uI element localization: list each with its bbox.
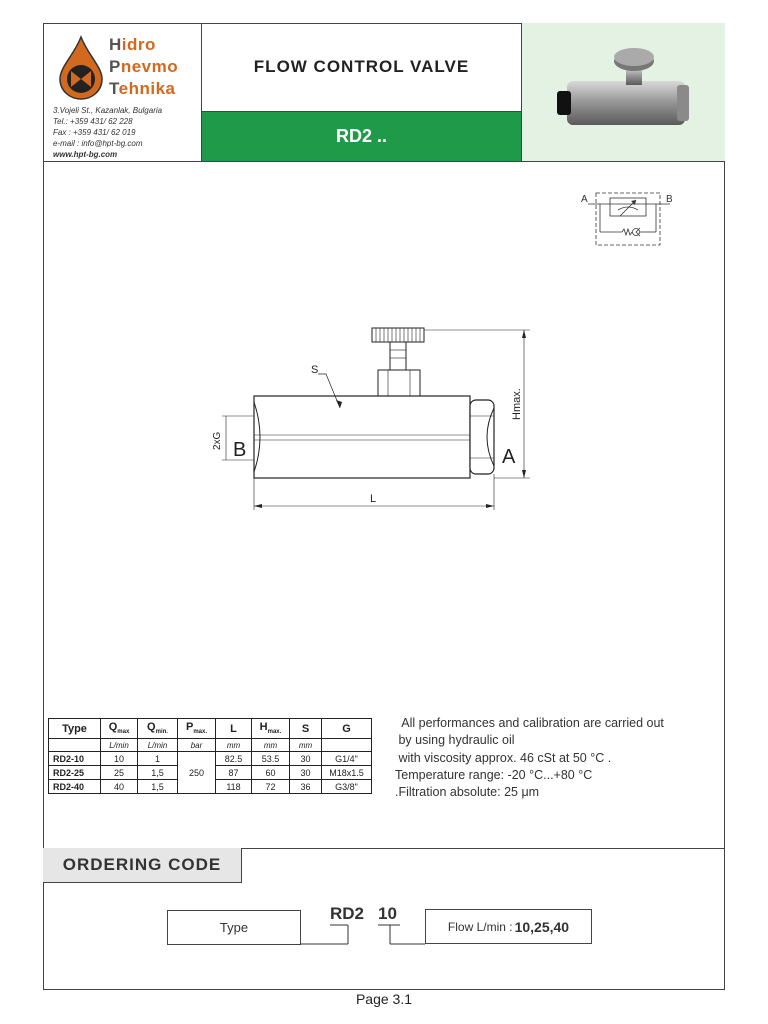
table-row [49,752,372,766]
ordering-connector-lines [300,920,430,950]
symbol-port-b: B [666,194,673,205]
company-logo-icon [58,35,104,101]
drawing-label-s: S [311,364,319,376]
cell-s: 30 [290,752,322,766]
drawing-label-h: Hmax. [511,388,523,420]
unit-cell: mm [290,739,322,752]
flow-values: 10,25,40 [514,918,570,935]
drawing-label-l: L [370,493,377,505]
header-pmax: $P_{max.}$ [178,719,216,739]
cell-s: 36 [290,780,322,794]
cell-h: 72 [252,780,290,794]
cell-l: 87 [216,766,252,780]
cell-s: 30 [290,766,322,780]
cell-qmin: 1 [138,752,178,766]
ordering-type-box: Type [167,910,301,945]
note-line: by using hydraulic oil [395,733,515,748]
note-line: All performances and calibration are carried out [395,716,664,730]
ordering-code-size: 10 [378,904,397,923]
logo-word-2: Pnevmo [109,57,179,76]
unit-cell: L/min [138,739,178,752]
cell-pressure: 250 [178,752,216,794]
cell-type: RD2-25 [49,766,101,780]
cell-qmax: 10 [101,752,138,766]
cell-g: G1/4" [322,752,372,766]
logo-word-1: Hidro [109,35,156,54]
unit-cell [49,739,101,752]
drawing-port-a: A [502,446,516,468]
cell-h: 53.5 [252,752,290,766]
table-header-row [49,719,372,739]
company-email[interactable]: e-mail : info@hpt-bg.com [53,139,143,148]
drawing-port-b: B [233,439,247,461]
unit-cell: mm [252,739,290,752]
note-line: with viscosity approx. 46 cSt at 50 °C . [395,750,612,765]
company-address: 3.Vojeli St., Kazanlak, Bulgaria [53,106,163,115]
unit-cell [322,739,372,752]
header-qmax: $Q_{max}$ [101,719,138,739]
cell-qmin: 1,5 [138,766,178,780]
cell-l: 82.5 [216,752,252,766]
unit-cell: bar [178,739,216,752]
cell-type: RD2-40 [49,780,101,794]
cell-g: G3/8" [322,780,372,794]
note-line: .Filtration absolute: 25 μm [395,785,540,800]
note-line: Temperature range: -20 °C...+80 °C [395,767,593,782]
cell-qmin: 1,5 [138,780,178,794]
header-l: L [216,719,252,739]
header-qmin: $Q_{min.}$ [138,719,178,739]
table-units-row [49,739,372,752]
page-number: Page 3.1 [355,991,413,1007]
cell-qmax: 25 [101,766,138,780]
cell-type: RD2-10 [49,752,101,766]
hydraulic-symbol [578,188,678,248]
ordering-code-base: RD2 [330,904,365,923]
company-block [43,23,202,162]
header-hmax: $H_{max.}$ [252,719,290,739]
specifications-table [48,718,372,794]
unit-cell: mm [216,739,252,752]
logo-word-3: Tehnika [109,79,176,98]
header-g: G [322,719,372,739]
company-website[interactable]: www.hpt-bg.com [53,150,118,159]
symbol-port-a: A [581,194,588,205]
header-type: Type [49,719,101,739]
company-fax: Fax : +359 431/ 62 019 [53,128,136,137]
cell-g: M18x1.5 [322,766,372,780]
product-code-banner: RD2 .. [202,111,522,162]
unit-cell: L/min [101,739,138,752]
ordering-flow-box [425,909,592,944]
cell-l: 118 [216,780,252,794]
performance-notes [395,715,664,801]
cell-h: 60 [252,766,290,780]
document-title: FLOW CONTROL VALVE [202,23,522,111]
company-tel: Tel.: +359 431/ 62 228 [53,117,133,126]
product-photo [522,23,725,162]
flow-label: Flow L/min : [447,919,513,934]
header-s: S [290,719,322,739]
drawing-label-g: 2xG [212,431,223,450]
cell-qmax: 40 [101,780,138,794]
ordering-code-heading: ORDERING CODE [43,848,242,883]
valve-photo-image [522,23,725,162]
valve-technical-drawing [200,320,540,520]
